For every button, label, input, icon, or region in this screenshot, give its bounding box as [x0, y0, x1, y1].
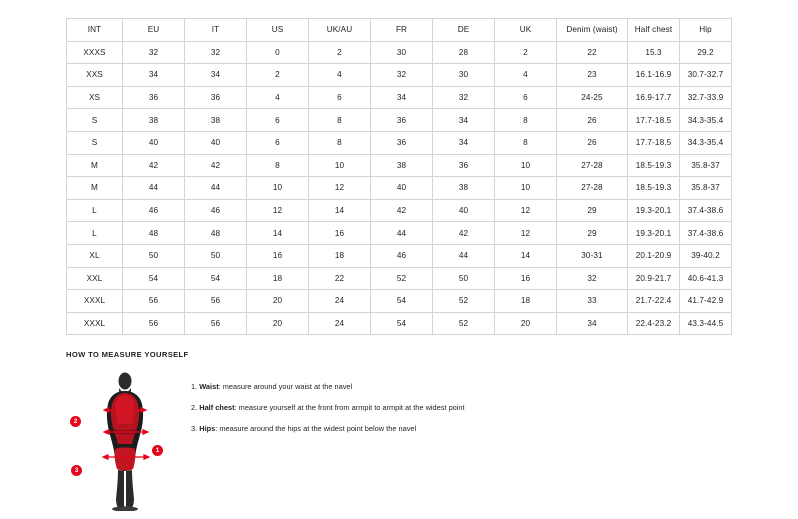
cell-it: 42 — [185, 154, 247, 177]
cell-eu: 44 — [123, 177, 185, 200]
cell-hip: 41.7-42.9 — [680, 290, 732, 313]
measure-step-text: : measure around the hips at the widest point below the navel — [215, 424, 417, 433]
cell-int: XS — [67, 86, 123, 109]
cell-uk-au: 10 — [309, 154, 371, 177]
cell-denim-waist: 26 — [557, 109, 628, 132]
cell-us: 20 — [247, 290, 309, 313]
measure-step-text: : measure yourself at the front from armpit to armpit at the widest point — [234, 403, 465, 412]
column-header-fr: FR — [371, 19, 433, 42]
cell-it: 44 — [185, 177, 247, 200]
table-row — [67, 199, 732, 222]
cell-de: 34 — [433, 131, 495, 154]
table-body — [67, 41, 732, 335]
cell-eu: 56 — [123, 290, 185, 313]
cell-hip: 30.7-32.7 — [680, 64, 732, 87]
cell-de: 42 — [433, 222, 495, 245]
cell-half-chest: 19.3-20.1 — [628, 222, 680, 245]
cell-denim-waist: 29 — [557, 199, 628, 222]
cell-eu: 38 — [123, 109, 185, 132]
cell-uk: 14 — [495, 244, 557, 267]
table-row — [67, 109, 732, 132]
cell-eu: 54 — [123, 267, 185, 290]
cell-de: 38 — [433, 177, 495, 200]
cell-fr: 32 — [371, 64, 433, 87]
cell-us: 2 — [247, 64, 309, 87]
cell-denim-waist: 23 — [557, 64, 628, 87]
table-row — [67, 177, 732, 200]
cell-it: 32 — [185, 41, 247, 64]
cell-de: 40 — [433, 199, 495, 222]
badge-waist-1: 1 — [152, 445, 163, 456]
cell-hip: 34.3-35.4 — [680, 131, 732, 154]
column-header-eu: EU — [123, 19, 185, 42]
cell-denim-waist: 29 — [557, 222, 628, 245]
cell-denim-waist: 34 — [557, 312, 628, 335]
measure-steps-list — [191, 369, 465, 444]
cell-int: L — [67, 199, 123, 222]
cell-fr: 38 — [371, 154, 433, 177]
measure-step-hips — [191, 423, 465, 434]
cell-denim-waist: 32 — [557, 267, 628, 290]
measure-step-number: 1. — [191, 382, 198, 391]
cell-denim-waist: 27-28 — [557, 154, 628, 177]
cell-eu: 42 — [123, 154, 185, 177]
cell-half-chest: 20.1-20.9 — [628, 244, 680, 267]
cell-us: 0 — [247, 41, 309, 64]
cell-uk: 12 — [495, 222, 557, 245]
size-table-container — [66, 18, 731, 335]
cell-half-chest: 16.1-16.9 — [628, 64, 680, 87]
cell-it: 56 — [185, 290, 247, 313]
cell-uk-au: 16 — [309, 222, 371, 245]
cell-denim-waist: 33 — [557, 290, 628, 313]
badge-half-chest-2: 2 — [70, 416, 81, 427]
column-header-denim-waist: Denim (waist) — [557, 19, 628, 42]
cell-uk: 4 — [495, 64, 557, 87]
cell-int: S — [67, 131, 123, 154]
column-header-int: INT — [67, 19, 123, 42]
cell-de: 34 — [433, 109, 495, 132]
cell-us: 12 — [247, 199, 309, 222]
cell-uk: 16 — [495, 267, 557, 290]
cell-uk: 6 — [495, 86, 557, 109]
cell-half-chest: 20.9-21.7 — [628, 267, 680, 290]
cell-fr: 46 — [371, 244, 433, 267]
cell-eu: 40 — [123, 131, 185, 154]
table-header — [67, 19, 732, 42]
cell-de: 32 — [433, 86, 495, 109]
how-to-measure-body — [66, 369, 746, 509]
cell-uk: 12 — [495, 199, 557, 222]
cell-fr: 36 — [371, 109, 433, 132]
cell-fr: 34 — [371, 86, 433, 109]
cell-fr: 42 — [371, 199, 433, 222]
cell-uk-au: 22 — [309, 267, 371, 290]
cell-us: 14 — [247, 222, 309, 245]
how-to-measure-title: HOW TO MEASURE YOURSELF — [66, 350, 189, 359]
cell-half-chest: 19.3-20.1 — [628, 199, 680, 222]
cell-int: S — [67, 109, 123, 132]
cell-int: M — [67, 154, 123, 177]
cell-us: 4 — [247, 86, 309, 109]
cell-denim-waist: 24-25 — [557, 86, 628, 109]
table-row — [67, 64, 732, 87]
mannequin-illustration — [94, 371, 156, 511]
cell-uk-au: 14 — [309, 199, 371, 222]
table-row — [67, 86, 732, 109]
table-row — [67, 290, 732, 313]
cell-int: XL — [67, 244, 123, 267]
cell-fr: 54 — [371, 290, 433, 313]
cell-us: 20 — [247, 312, 309, 335]
table-row — [67, 131, 732, 154]
cell-half-chest: 18.5-19.3 — [628, 154, 680, 177]
cell-de: 52 — [433, 290, 495, 313]
measure-step-number: 3. — [191, 424, 198, 433]
table-row — [67, 41, 732, 64]
cell-half-chest: 22.4-23.2 — [628, 312, 680, 335]
cell-hip: 39-40.2 — [680, 244, 732, 267]
cell-int: XXXL — [67, 290, 123, 313]
table-row — [67, 244, 732, 267]
table-header-row — [67, 19, 732, 42]
cell-int: XXL — [67, 267, 123, 290]
table-row — [67, 154, 732, 177]
cell-fr: 30 — [371, 41, 433, 64]
measure-step-half-chest — [191, 402, 465, 413]
cell-it: 34 — [185, 64, 247, 87]
cell-it: 40 — [185, 131, 247, 154]
cell-hip: 32.7-33.9 — [680, 86, 732, 109]
table-row — [67, 267, 732, 290]
size-conversion-table — [66, 18, 732, 335]
cell-hip: 37.4-38.6 — [680, 222, 732, 245]
cell-half-chest: 15.3 — [628, 41, 680, 64]
cell-hip: 34.3-35.4 — [680, 109, 732, 132]
cell-denim-waist: 30-31 — [557, 244, 628, 267]
cell-uk-au: 12 — [309, 177, 371, 200]
cell-int: L — [67, 222, 123, 245]
cell-int: XXXL — [67, 312, 123, 335]
cell-uk-au: 2 — [309, 41, 371, 64]
cell-it: 46 — [185, 199, 247, 222]
cell-us: 8 — [247, 154, 309, 177]
column-header-half-chest: Half chest — [628, 19, 680, 42]
how-to-measure-section — [66, 350, 746, 509]
cell-de: 28 — [433, 41, 495, 64]
cell-it: 54 — [185, 267, 247, 290]
cell-hip: 29.2 — [680, 41, 732, 64]
cell-eu: 36 — [123, 86, 185, 109]
measure-step-text: : measure around your waist at the navel — [218, 382, 353, 391]
mannequin-figure-container — [66, 369, 181, 509]
cell-uk-au: 8 — [309, 131, 371, 154]
cell-int: M — [67, 177, 123, 200]
cell-half-chest: 17.7-18.5 — [628, 131, 680, 154]
cell-de: 36 — [433, 154, 495, 177]
cell-uk: 10 — [495, 154, 557, 177]
column-header-it: IT — [185, 19, 247, 42]
cell-de: 30 — [433, 64, 495, 87]
cell-eu: 48 — [123, 222, 185, 245]
cell-hip: 43.3-44.5 — [680, 312, 732, 335]
cell-us: 10 — [247, 177, 309, 200]
cell-hip: 35.8-37 — [680, 154, 732, 177]
cell-eu: 46 — [123, 199, 185, 222]
cell-fr: 52 — [371, 267, 433, 290]
cell-fr: 40 — [371, 177, 433, 200]
cell-eu: 34 — [123, 64, 185, 87]
cell-uk-au: 24 — [309, 312, 371, 335]
cell-half-chest: 16.9-17.7 — [628, 86, 680, 109]
cell-hip: 35.8-37 — [680, 177, 732, 200]
cell-uk-au: 6 — [309, 86, 371, 109]
cell-uk: 20 — [495, 312, 557, 335]
measure-step-term: Half chest — [199, 403, 235, 412]
table-row — [67, 312, 732, 335]
cell-it: 56 — [185, 312, 247, 335]
column-header-uk: UK — [495, 19, 557, 42]
cell-it: 48 — [185, 222, 247, 245]
cell-us: 6 — [247, 131, 309, 154]
cell-uk: 10 — [495, 177, 557, 200]
cell-fr: 36 — [371, 131, 433, 154]
cell-us: 18 — [247, 267, 309, 290]
cell-uk: 18 — [495, 290, 557, 313]
cell-denim-waist: 27-28 — [557, 177, 628, 200]
cell-it: 50 — [185, 244, 247, 267]
cell-us: 6 — [247, 109, 309, 132]
table-row — [67, 222, 732, 245]
cell-eu: 50 — [123, 244, 185, 267]
cell-eu: 56 — [123, 312, 185, 335]
measure-step-number: 2. — [191, 403, 198, 412]
cell-eu: 32 — [123, 41, 185, 64]
cell-uk: 8 — [495, 109, 557, 132]
measure-step-term: Waist — [199, 382, 219, 391]
cell-it: 38 — [185, 109, 247, 132]
cell-denim-waist: 22 — [557, 41, 628, 64]
cell-hip: 40.6-41.3 — [680, 267, 732, 290]
cell-uk: 2 — [495, 41, 557, 64]
cell-de: 50 — [433, 267, 495, 290]
cell-half-chest: 21.7-22.4 — [628, 290, 680, 313]
cell-us: 16 — [247, 244, 309, 267]
column-header-uk-au: UK/AU — [309, 19, 371, 42]
cell-uk-au: 24 — [309, 290, 371, 313]
cell-de: 44 — [433, 244, 495, 267]
cell-it: 36 — [185, 86, 247, 109]
cell-int: XXS — [67, 64, 123, 87]
cell-int: XXXS — [67, 41, 123, 64]
cell-half-chest: 17.7-18.5 — [628, 109, 680, 132]
column-header-de: DE — [433, 19, 495, 42]
measure-step-term: Hips — [199, 424, 216, 433]
cell-fr: 54 — [371, 312, 433, 335]
cell-half-chest: 18.5-19.3 — [628, 177, 680, 200]
cell-de: 52 — [433, 312, 495, 335]
column-header-us: US — [247, 19, 309, 42]
cell-fr: 44 — [371, 222, 433, 245]
cell-uk-au: 18 — [309, 244, 371, 267]
badge-hips-3: 3 — [71, 465, 82, 476]
column-header-hip: Hip — [680, 19, 732, 42]
measure-step-waist — [191, 381, 465, 392]
cell-denim-waist: 26 — [557, 131, 628, 154]
cell-uk-au: 8 — [309, 109, 371, 132]
cell-uk-au: 4 — [309, 64, 371, 87]
cell-hip: 37.4-38.6 — [680, 199, 732, 222]
cell-uk: 8 — [495, 131, 557, 154]
